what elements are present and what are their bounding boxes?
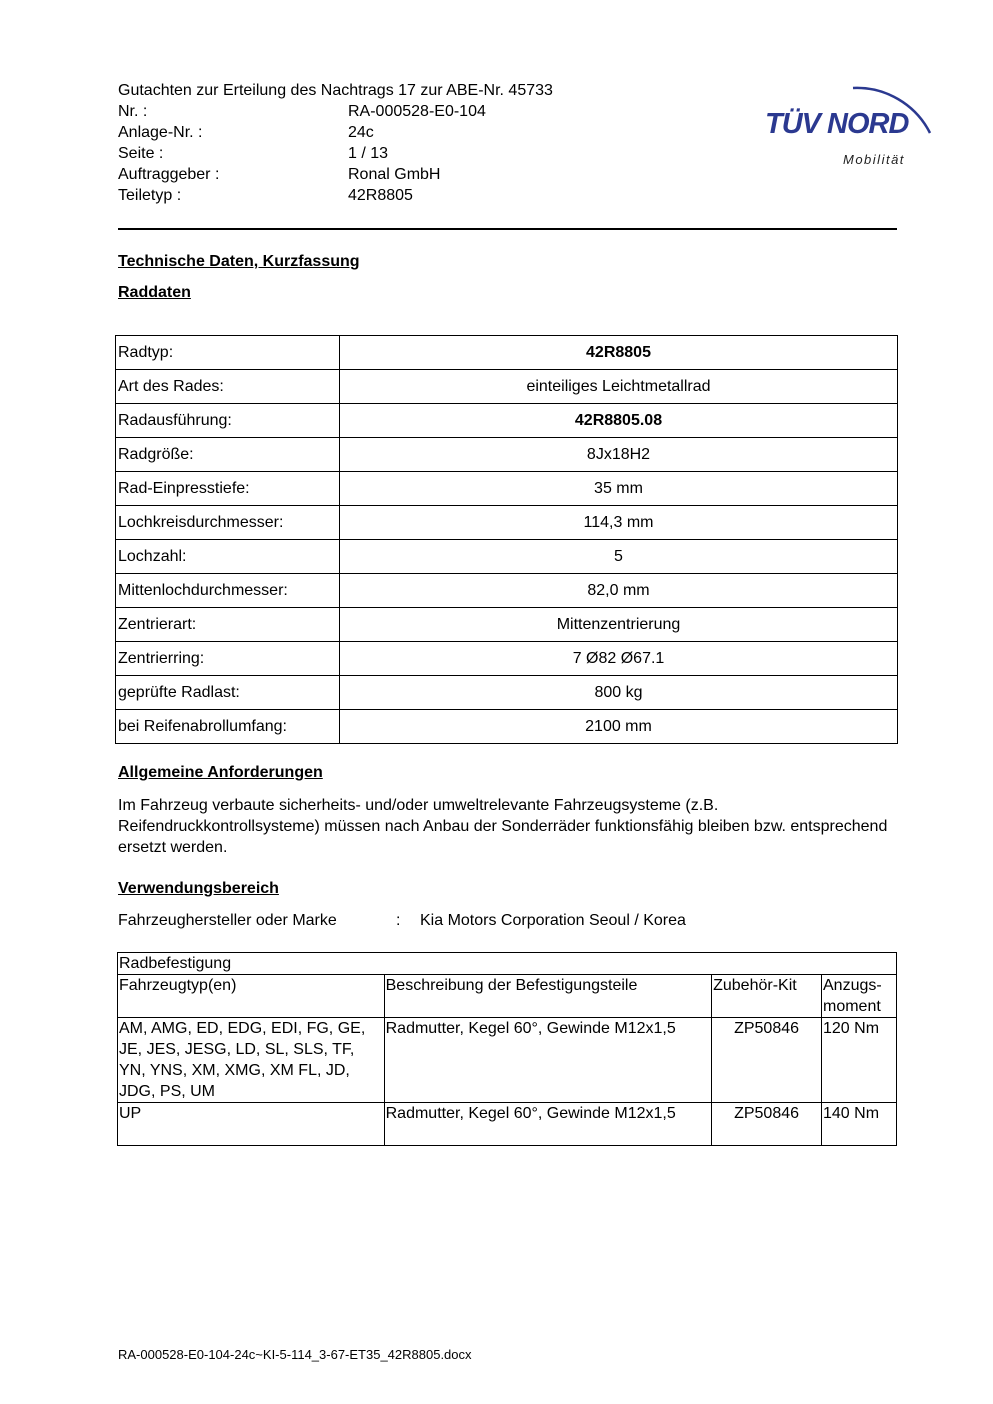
wheel-label-cell: Radtyp: (116, 336, 340, 370)
tuv-nord-logo (765, 58, 940, 173)
header-value: 42R8805 (348, 187, 413, 204)
wheel-data-table (115, 335, 898, 744)
fix-cell-torque: 140 Nm (822, 1103, 897, 1146)
hersteller-separator: : (396, 912, 401, 929)
wheel-label-cell: Mittenlochdurchmesser: (116, 574, 340, 608)
table-row (116, 676, 898, 710)
document-title: Gutachten zur Erteilung des Nachtrags 17 zur ABE-Nr. 45733 (118, 82, 553, 99)
hersteller-value: Kia Motors Corporation Seoul / Korea (420, 912, 686, 929)
heading-allgemein: Allgemeine Anforderungen (118, 764, 323, 781)
header-row-auftraggeber (118, 164, 440, 185)
hersteller-label: Fahrzeughersteller oder Marke (118, 912, 337, 929)
wheel-value-cell: 8Jx18H2 (340, 438, 898, 472)
fix-cell-desc: Radmutter, Kegel 60°, Gewinde M12x1,5 (384, 1018, 711, 1103)
wheel-value-cell: 5 (340, 540, 898, 574)
logo-brand: TÜV NORD (765, 108, 909, 140)
fix-header-types: Fahrzeugtyp(en) (118, 975, 385, 1018)
fix-table-title: Radbefestigung (118, 953, 897, 975)
fix-cell-desc: Radmutter, Kegel 60°, Gewinde M12x1,5 (384, 1103, 711, 1146)
table-row (118, 1018, 897, 1103)
wheel-label-cell: Zentrierring: (116, 642, 340, 676)
wheel-value-cell: einteiliges Leichtmetallrad (340, 370, 898, 404)
fix-header-desc: Beschreibung der Befestigungsteile (384, 975, 711, 1018)
fix-cell-kit: ZP50846 (712, 1103, 822, 1146)
fix-header-kit: Zubehör-Kit (712, 975, 822, 1018)
heading-verwendung: Verwendungsbereich (118, 880, 279, 897)
wheel-label-cell: Radgröße: (116, 438, 340, 472)
wheel-value-cell: 2100 mm (340, 710, 898, 744)
wheel-label-cell: Lochzahl: (116, 540, 340, 574)
table-row (116, 642, 898, 676)
header-row-nr (118, 101, 486, 122)
wheel-value-cell: 35 mm (340, 472, 898, 506)
wheel-value-cell: 800 kg (340, 676, 898, 710)
wheel-label-cell: Zentrierart: (116, 608, 340, 642)
table-row (116, 608, 898, 642)
fix-cell-types: AM, AMG, ED, EDG, EDI, FG, GE, JE, JES, JESG, LD, SL, SLS, TF, YN, YNS, XM, XMG, XM FL, JD, JDG, PS, UM (118, 1018, 385, 1103)
allgemein-text: Im Fahrzeug verbaute sicherheits- und/oder umweltrelevante Fahrzeugsysteme (z.B. Reifendruckkontrollsysteme) müssen nach Anbau der Sonderräder funktionsfähig bleiben bzw. entsprechend ersetzt werden. (118, 797, 888, 856)
table-row (116, 506, 898, 540)
header-row-seite (118, 143, 388, 164)
header-value: RA-000528-E0-104 (348, 103, 486, 120)
wheel-value-cell: 42R8805 (340, 336, 898, 370)
header-value: Ronal GmbH (348, 166, 441, 183)
wheel-value-cell: 7 Ø82 Ø67.1 (340, 642, 898, 676)
header-divider (118, 228, 897, 230)
header-key: Anlage-Nr. : (118, 124, 203, 141)
wheel-label-cell: Radausführung: (116, 404, 340, 438)
wheel-value-cell: 82,0 mm (340, 574, 898, 608)
header-key: Seite : (118, 145, 164, 162)
header-row-teiletyp (118, 185, 413, 206)
wheel-value-cell: Mittenzentrierung (340, 608, 898, 642)
logo-subtitle: Mobilität (843, 152, 905, 167)
table-row (116, 710, 898, 744)
table-row (116, 336, 898, 370)
header-key: Auftraggeber : (118, 166, 220, 183)
footer-filename: RA-000528-E0-104-24c~KI-5-114_3-67-ET35_42R8805.docx (118, 1347, 472, 1362)
header-key: Teiletyp : (118, 187, 182, 204)
wheel-value-cell: 114,3 mm (340, 506, 898, 540)
header-value: 1 / 13 (348, 145, 389, 162)
header-row-anlage (118, 122, 374, 143)
heading-raddaten: Raddaten (118, 284, 191, 301)
wheel-value-cell: 42R8805.08 (340, 404, 898, 438)
heading-tech: Technische Daten, Kurzfassung (118, 253, 360, 270)
fix-header-torque: Anzugs-moment (822, 975, 897, 1018)
header-key: Nr. : (118, 103, 148, 120)
fix-cell-kit: ZP50846 (712, 1018, 822, 1103)
wheel-label-cell: bei Reifenabrollumfang: (116, 710, 340, 744)
wheel-label-cell: Lochkreisdurchmesser: (116, 506, 340, 540)
table-row (118, 1103, 897, 1146)
radbefestigung-table (117, 952, 897, 1146)
wheel-label-cell: geprüfte Radlast: (116, 676, 340, 710)
fix-cell-types: UP (118, 1103, 385, 1146)
table-row (116, 472, 898, 506)
table-row (116, 438, 898, 472)
fix-cell-torque: 120 Nm (822, 1018, 897, 1103)
header-value: 24c (348, 124, 374, 141)
table-row (116, 540, 898, 574)
wheel-label-cell: Art des Rades: (116, 370, 340, 404)
table-row (116, 370, 898, 404)
table-row (116, 404, 898, 438)
wheel-label-cell: Rad-Einpresstiefe: (116, 472, 340, 506)
table-row (116, 574, 898, 608)
